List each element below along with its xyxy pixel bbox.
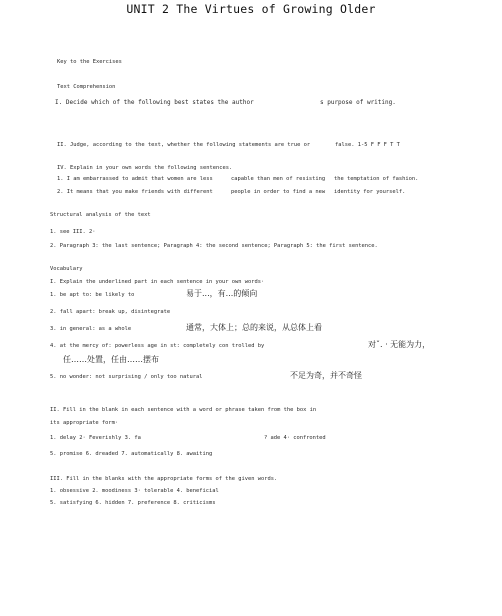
structural-heading: Structural analysis of the text (50, 212, 151, 218)
part-2-answers-line-1: 1. delay 2· Feverishly 3. fa (50, 435, 141, 441)
part-2-heading: II. Fill in the blank in each sentence with a word or phrase taken from the box in (50, 407, 317, 413)
question-4-item-2: 2. It means that you make friends with different (57, 189, 213, 195)
vocab-item-4-chinese-line-2: 任……处置，任由……摆布 (63, 355, 159, 364)
vocab-item-1-chinese: 易于...，有...的倾向 (186, 289, 258, 298)
question-4-heading: IV. Explain in your own words the following sentences. (57, 165, 233, 171)
question-1-text: I. Decide which of the following best states the author (55, 99, 254, 106)
part-2-answers-line-2: 5. promise 6. dreaded 7. automatically 8. awaiting (50, 451, 213, 457)
part-2-answers-line-1-end: ? ade 4· confronted (264, 435, 326, 441)
question-4-item-2-end: identity for yourself. (334, 189, 406, 195)
vocab-item-1: 1. be apt to: be likely to (50, 292, 135, 298)
part-3-answers-line-2: 5. satisfying 6. hidden 7. preference 8. criticisms (50, 500, 216, 506)
question-4-item-1: 1. I am embarrassed to admit that women are less (57, 176, 213, 182)
question-2-text: II. Judge, according to the text, whether the following statements are true or (57, 142, 311, 148)
vocab-item-4-chinese: 对ˇ. · 无能为力， (368, 340, 431, 349)
key-heading: Key to the Exercises (57, 59, 122, 65)
vocab-item-2: 2. fall apart: break up, disintegrate (50, 309, 171, 315)
question-4-item-1-end: the temptation of fashion. (334, 176, 419, 182)
page-title: UNIT 2 The Virtues of Growing Older (126, 2, 376, 16)
part-3-heading: III. Fill in the blanks with the appropriate forms of the given words. (50, 476, 278, 482)
vocabulary-heading: Vocabulary (50, 266, 83, 272)
part-2-heading-line-2: its appropriate form· (50, 420, 119, 426)
structural-item-2: 2. Paragraph 3: the last sentence; Paragraph 4: the second sentence; Paragraph 5: the first sentence. (50, 243, 378, 249)
text-comprehension-heading: Text Comprehension (57, 84, 116, 90)
question-2-answers: false. 1-5 F F F T T (335, 142, 400, 148)
question-4-item-2-mid: people in order to find a new (231, 189, 326, 195)
vocab-item-4: 4. at the mercy of: powerless age in st: completely con trolled by (50, 343, 265, 349)
vocab-item-3-chinese: 通常，大体上；总的来说，从总体上看 (186, 323, 322, 332)
question-4-item-1-mid: capable than men of resisting (231, 176, 326, 182)
question-1-continuation: s purpose of writing. (320, 99, 396, 106)
vocab-item-3: 3. in general: as a whole (50, 326, 132, 332)
part-3-answers-line-1: 1. obsessive 2. moodiness 3· tolerable 4. beneficial (50, 488, 219, 494)
vocab-item-5: 5. no wonder: not surprising / only too natural (50, 374, 203, 380)
vocabulary-part-1-heading: I. Explain the underlined part in each sentence in your own words· (50, 279, 265, 285)
vocab-item-5-chinese: 不足为奇，并不奇怪 (290, 371, 362, 380)
structural-item-1: 1. see III. 2· (50, 229, 96, 235)
